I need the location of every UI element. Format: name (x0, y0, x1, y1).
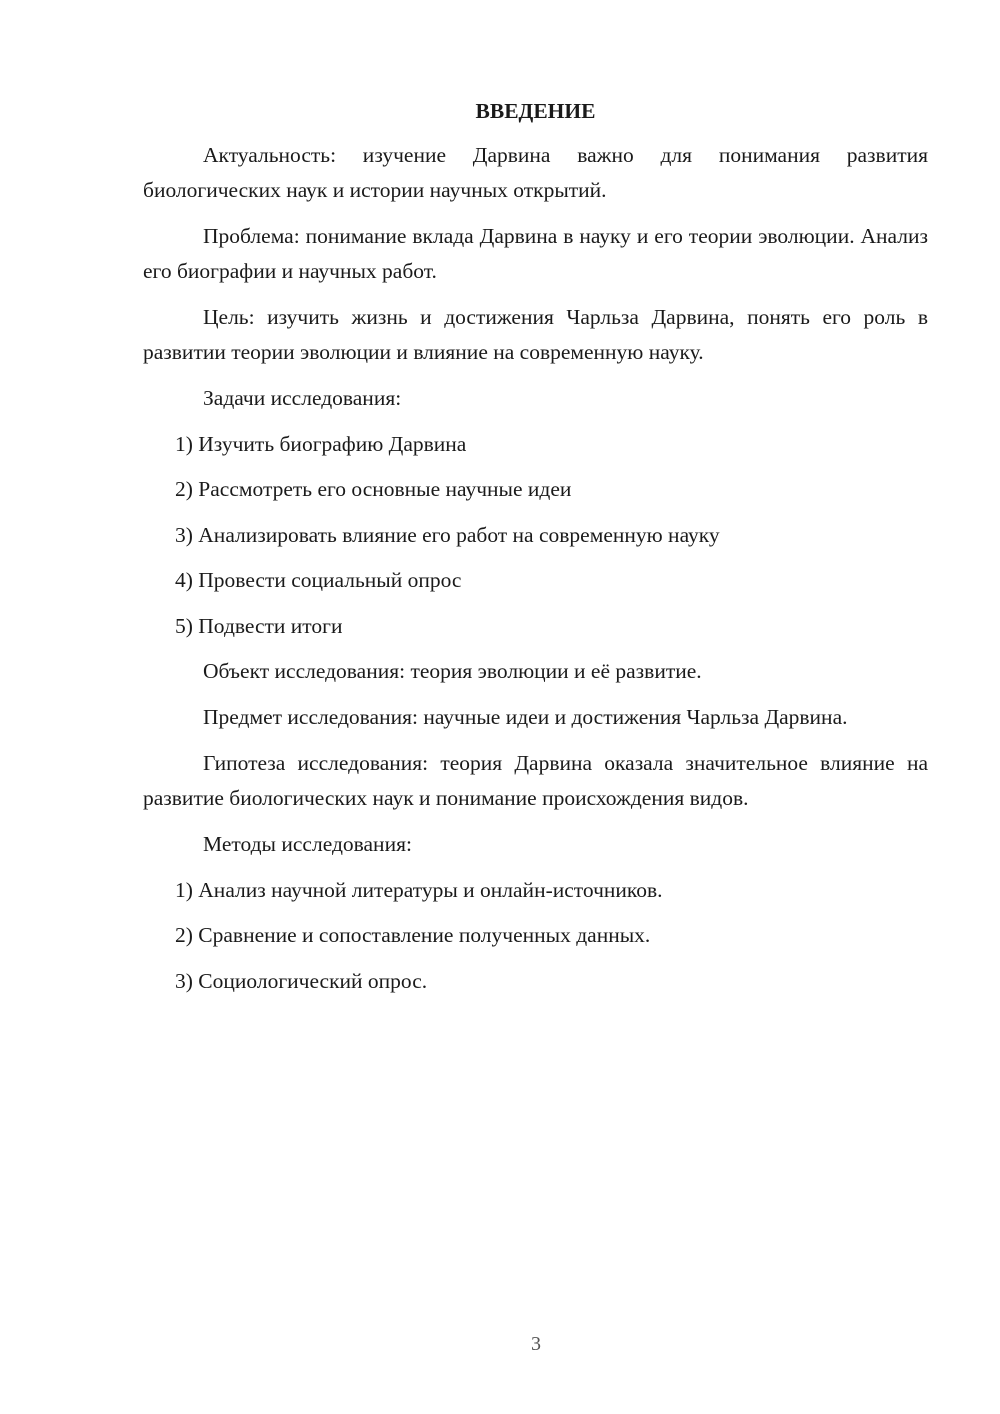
section-heading: ВВЕДЕНИЕ (475, 99, 596, 123)
hypothesis-paragraph: Гипотеза исследования: теория Дарвина оказала значительное влияние на развитие биологических наук и понимание происхождения видов. (143, 751, 928, 810)
tasks-list (143, 427, 928, 644)
page-number: 3 (531, 1333, 541, 1355)
task-item: 3) Анализировать влияние его работ на современную науку (175, 522, 720, 547)
document-body (143, 96, 928, 1009)
task-item: 4) Провести социальный опрос (175, 568, 462, 592)
task-item: 1) Изучить биографию Дарвина (175, 431, 467, 456)
tasks-title: Задачи исследования: (203, 386, 402, 410)
task-item: 5) Подвести итоги (175, 613, 343, 638)
method-item: 1) Анализ научной литературы и онлайн-источников. (175, 877, 663, 902)
relevance-paragraph: Актуальность: изучение Дарвина важно для понимания развития биологических наук и истории научных открытий. (143, 143, 928, 202)
method-item: 2) Сравнение и сопоставление полученных данных. (175, 923, 651, 947)
goal-paragraph: Цель: изучить жизнь и достижения Чарльза Дарвина, понять его роль в развитии теории эволюции и влияние на современную науку. (143, 305, 928, 364)
methods-list (143, 873, 928, 999)
task-item: 2) Рассмотреть его основные научные идеи (175, 477, 572, 501)
methods-title: Методы исследования: (203, 832, 412, 856)
object-paragraph: Объект исследования: теория эволюции и её развитие. (203, 659, 702, 683)
method-item: 3) Социологический опрос. (175, 968, 428, 993)
problem-paragraph: Проблема: понимание вклада Дарвина в науку и его теории эволюции. Анализ его биографии и научных работ. (143, 224, 928, 283)
subject-paragraph: Предмет исследования: научные идеи и достижения Чарльза Дарвина. (203, 704, 848, 729)
